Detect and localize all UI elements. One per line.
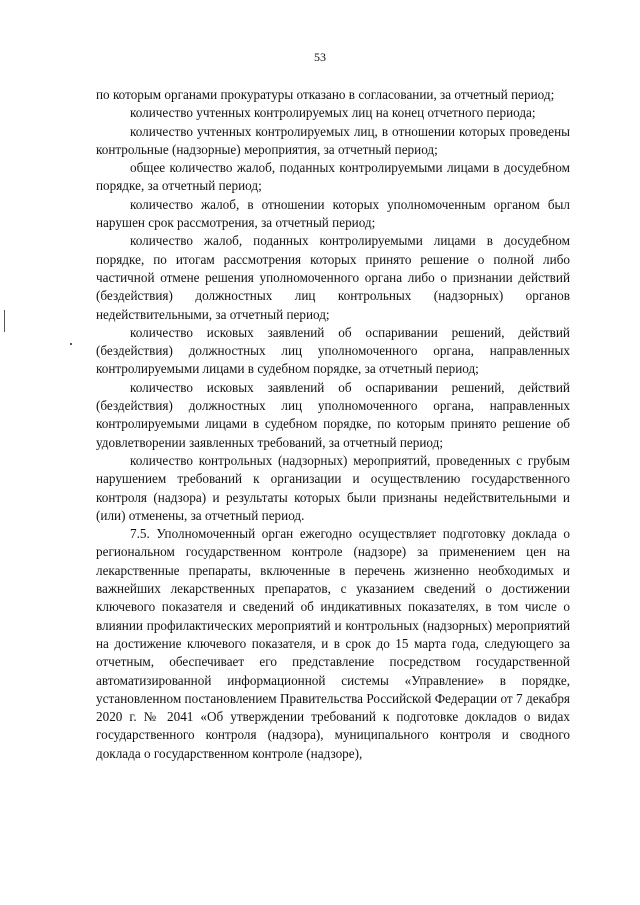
paragraph: количество учтенных контролируемых лиц, в отношении которых проведены контрольные (надзорные) мероприятия, за отчетный период;: [96, 123, 570, 157]
paragraph: количество жалоб, в отношении которых уполномоченным органом был нарушен срок рассмотрения, за отчетный период;: [96, 196, 570, 231]
scan-mark: [4, 310, 5, 332]
scan-mark: [70, 343, 72, 345]
paragraph: количество исковых заявлений об оспаривании решений, действий (бездействия) должностных лиц уполномоченного органа, направленных контролируемыми лицами в судебном порядке, по которым принято решение об удовлетворении заявленных требований, за отчетный период;: [96, 379, 570, 450]
paragraph: 7.5. Уполномоченный орган ежегодно осуществляет подготовку доклада о региональном государственном контроле (надзоре) за применением цен на лекарственные препараты, включенные в перечень жизненно необходимых и важнейших лекарственных препаратов, с указанием сведений о достижении ключевого показателя и сведений об индикативных показателях, в том числе о влиянии профилактических мероприятий и контрольных (надзорных) мероприятий на достижение ключевого показателя, и в срок до 15 марта года, следующего за отчетным, обеспечивает его представление посредством государственной автоматизированной информационной системы «Управление» в порядке, установленном постановлением Правительства Российской Федерации от 7 декабря 2020 г. № 2041 «Об утверждении требований к подготовке докладов о видах государственного контроля (надзора), муниципального контроля и сводного доклада о государственном контроле (надзоре),: [96, 526, 570, 761]
paragraph: количество жалоб, поданных контролируемыми лицами в досудебном порядке, по итогам рассмотрения которых принято решение о полной либо частичной отмене решения уполномоченного органа либо о признании действий (бездействия) должностных лиц контрольных (надзорных) органов недействительными, за отчетный период;: [96, 233, 570, 322]
paragraph: количество учтенных контролируемых лиц на конец отчетного периода;: [130, 105, 536, 121]
page-number: 53: [314, 50, 326, 64]
paragraph: количество контрольных (надзорных) мероприятий, проведенных с грубым нарушением требований к организации и осуществлению государственного контроля (надзора) и результаты которых были признаны недействительными и (или) отменены, за отчетный период.: [96, 452, 570, 523]
paragraph: количество исковых заявлений об оспаривании решений, действий (бездействия) должностных лиц уполномоченного органа, направленных контролируемыми лицами в судебном порядке, за отчетный период;: [96, 324, 570, 377]
document-body: [96, 86, 570, 763]
paragraph: общее количество жалоб, поданных контролируемыми лицами в досудебном порядке, за отчетный период;: [96, 160, 570, 194]
paragraph: по которым органами прокуратуры отказано в согласовании, за отчетный период;: [96, 87, 555, 102]
